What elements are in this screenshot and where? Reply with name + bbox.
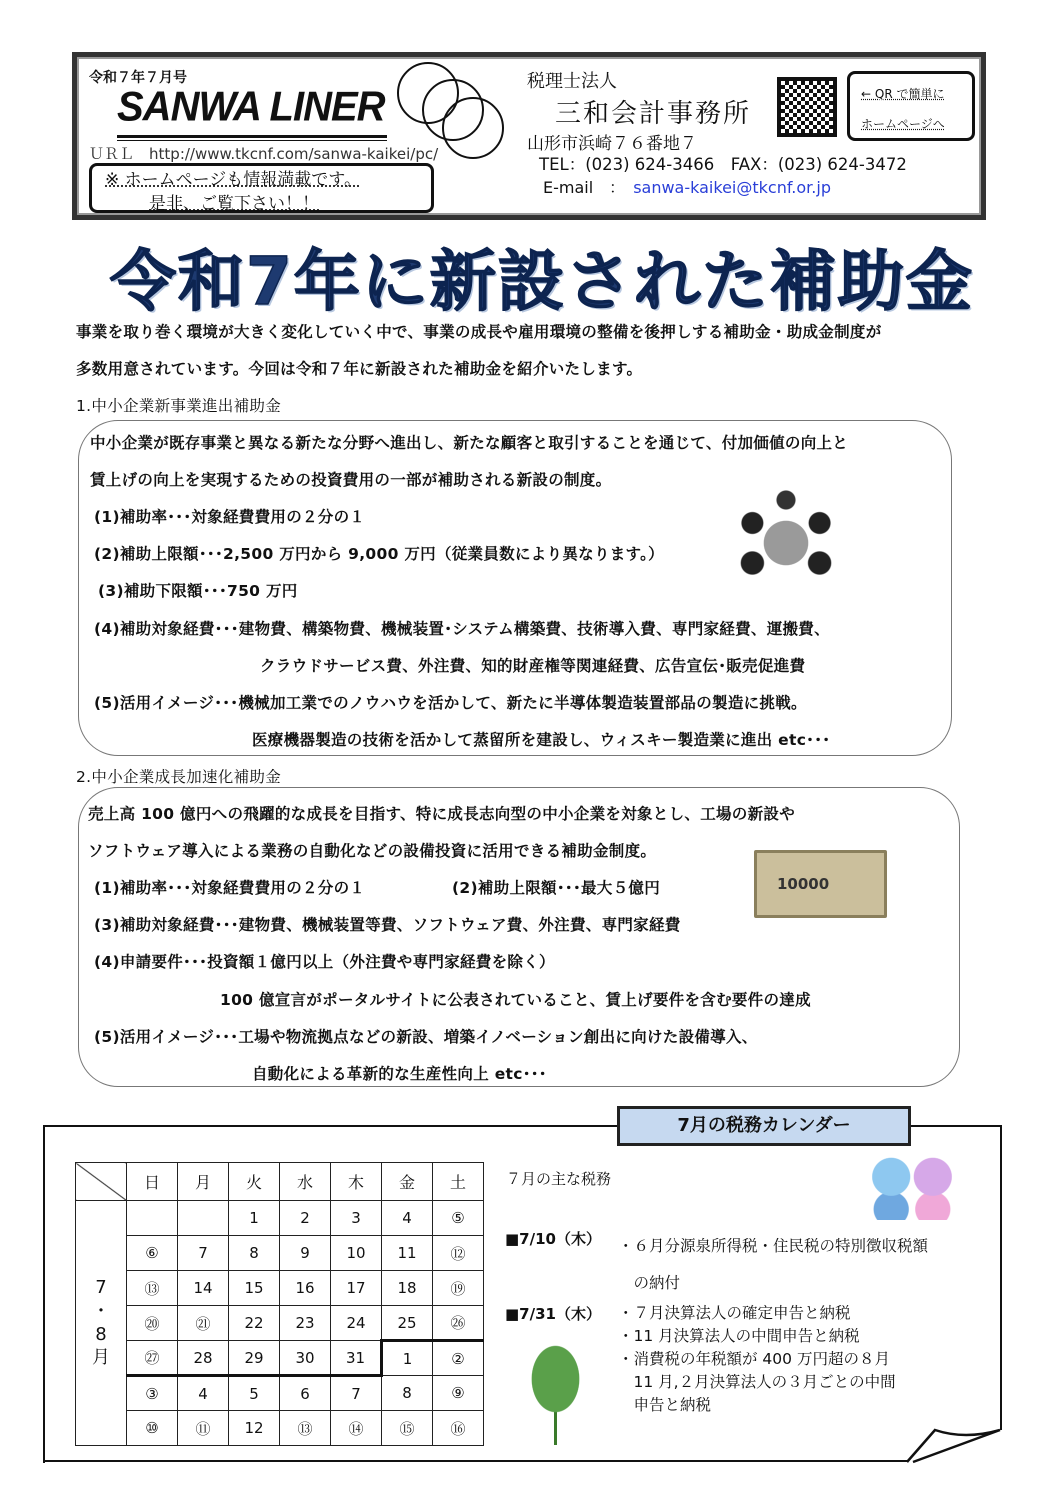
logo-ring: [442, 97, 504, 159]
calendar-day: 10: [331, 1236, 382, 1271]
section-1-line: クラウドサービス費、外注費、知的財産権等関連経費、広告宣伝･販売促進費: [260, 657, 806, 675]
task-item: 申告と納税: [618, 1396, 712, 1414]
calendar-day: 28: [178, 1341, 229, 1376]
calendar-day: ㉑: [178, 1306, 229, 1341]
calendar-day: ⑨: [433, 1376, 484, 1411]
calendar-day: 23: [280, 1306, 331, 1341]
qr-caption-2: ホームページへ: [861, 117, 945, 131]
calendar-day: ⑤: [433, 1201, 484, 1236]
section-1-line: 賃上げの向上を実現するための投資費用の一部が補助される新設の制度。: [90, 471, 612, 489]
calendar-day: 4: [178, 1376, 229, 1411]
calendar-day: 7: [331, 1376, 382, 1411]
weekday-header: 土: [433, 1163, 484, 1201]
tasks-heading: ７月の主な税務: [506, 1170, 612, 1188]
calendar-day: 18: [382, 1271, 433, 1306]
meeting-illustration: [738, 488, 834, 588]
section-2-line: (5)活用イメージ･･･工場や物流拠点などの新設、増築イノベーション創出に向けた設備導入、: [94, 1028, 758, 1046]
calendar-day: ⑲: [433, 1271, 484, 1306]
calendar-day: 22: [229, 1306, 280, 1341]
weekday-header: 木: [331, 1163, 382, 1201]
section-1-line: (4)補助対象経費･･･建物費、構築物費、機械装置･システム構築費、技術導入費、専門家経費、運搬費、: [94, 620, 830, 638]
logo: SANWA LINER: [117, 83, 385, 131]
weekday-header: 火: [229, 1163, 280, 1201]
month-label-char: 月: [92, 1347, 110, 1369]
calendar-title: 7月の税務カレンダー: [617, 1106, 911, 1146]
url-label: ＵＲＬ: [89, 145, 135, 163]
section-2-line: ソフトウェア導入による業務の自動化などの設備投資に活用できる補助金制度。: [88, 842, 657, 860]
banknote-label: 10000: [777, 875, 830, 893]
section-2-line: (3)補助対象経費･･･建物費、機械装置等費、ソフトウェア費、外注費、専門家経費: [94, 916, 681, 934]
task-item: ・消費税の年税額が 400 万円超の８月: [618, 1350, 890, 1368]
calendar-day: 8: [229, 1236, 280, 1271]
section-1-heading: 1.中小企業新事業進出補助金: [76, 397, 281, 415]
month-label-char: ・: [92, 1300, 110, 1322]
calendar-day: ⑬: [127, 1271, 178, 1306]
calendar-day: 2: [280, 1201, 331, 1236]
homepage-link[interactable]: http://www.tkcnf.com/sanwa-kaikei/pc/: [149, 145, 439, 163]
calendar-day: 7: [178, 1236, 229, 1271]
intro-line: 多数用意されています。今回は令和７年に新設された補助金を紹介いたします。: [76, 360, 643, 378]
calendar-day: 1: [382, 1341, 433, 1376]
qr-caption-1: ← QR で簡単に: [861, 87, 945, 101]
month-label-char: 7: [95, 1277, 107, 1299]
address: 山形市浜崎７６番地７: [527, 134, 697, 154]
calendar-day: ⑯: [433, 1411, 484, 1446]
calendar-day: ②: [433, 1341, 484, 1376]
calendar-day: ⑫: [433, 1236, 484, 1271]
task-items: [618, 1228, 928, 1302]
task-item: ・７月決算法人の確定申告と納税: [618, 1304, 851, 1322]
task-item: 11 月,２月決算法人の３月ごとの中間: [618, 1373, 896, 1391]
tel-fax: TEL：(023) 624-3466 FAX：(023) 624-3472: [539, 155, 907, 174]
tanabata-couple-illustration: [860, 1148, 964, 1220]
calendar-day: [178, 1201, 229, 1236]
qr-code-icon[interactable]: [777, 77, 837, 137]
calendar-day: 1: [229, 1201, 280, 1236]
firm-name: 三和会計事務所: [555, 99, 752, 129]
calendar-table: [75, 1162, 484, 1446]
section-2-line: (2)補助上限額･･･最大５億円: [452, 879, 661, 897]
section-2-line: 100 億宣言がポータルサイトに公表されていること、賃上げ要件を含む要件の達成: [220, 991, 811, 1009]
calendar-day: 12: [229, 1411, 280, 1446]
month-label-char: 8: [95, 1324, 107, 1345]
section-1-line: (3)補助下限額･･･750 万円: [98, 582, 298, 600]
calendar-day: ⑪: [178, 1411, 229, 1446]
task-date: ■7/31（木）: [505, 1305, 601, 1323]
section-1-line: (5)活用イメージ･･･機械加工業でのノウハウを活かして、新たに半導体製造装置部品の製造に挑戦。: [94, 694, 807, 712]
weekday-header: 月: [178, 1163, 229, 1201]
section-2-line: (4)申請要件･･･投資額１億円以上（外注費や専門家経費を除く）: [94, 953, 555, 971]
calendar-day: ⑳: [127, 1306, 178, 1341]
calendar-day: 16: [280, 1271, 331, 1306]
newsletter-header: [72, 52, 986, 220]
calendar-day: 31: [331, 1341, 382, 1376]
calendar-day: ⑥: [127, 1236, 178, 1271]
firm-type: 税理士法人: [527, 71, 617, 92]
calendar-day: 15: [229, 1271, 280, 1306]
task-date: ■7/10（木）: [505, 1230, 601, 1248]
notice-line-1: ※ ホームページも情報満載です。: [105, 170, 361, 190]
corner-cell: [76, 1163, 127, 1201]
section-2-line: 売上高 100 億円への飛躍的な成長を目指す、特に成長志向型の中小企業を対象とし、工場の新設や: [88, 805, 796, 823]
logo-underline: [117, 135, 387, 141]
task-item: ・６月分源泉所得税・住民税の特別徴収税額: [618, 1237, 929, 1255]
calendar-day: 11: [382, 1236, 433, 1271]
calendar-day: 25: [382, 1306, 433, 1341]
calendar-day: 30: [280, 1341, 331, 1376]
section-2-line: (1)補助率･･･対象経費費用の２分の１: [94, 879, 366, 897]
calendar-day: 5: [229, 1376, 280, 1411]
calendar-day: ③: [127, 1376, 178, 1411]
month-label: [76, 1201, 127, 1446]
calendar-day: ⑬: [280, 1411, 331, 1446]
task-item: ・11 月決算法人の中間申告と納税: [618, 1327, 860, 1345]
notice-line-2: 是非、ご覧下さい！！: [149, 194, 319, 214]
calendar-day: ㉖: [433, 1306, 484, 1341]
weekday-header: 金: [382, 1163, 433, 1201]
calendar-day: 4: [382, 1201, 433, 1236]
email-label: E-mail ：: [543, 178, 618, 197]
section-1-line: 医療機器製造の技術を活かして蒸留所を建設し、ウィスキー製造業に進出 etc･･･: [252, 731, 831, 749]
section-1-line: 中小企業が既存事業と異なる新たな分野へ進出し、新たな顧客と取引することを通じて、付加価値の向上と: [90, 434, 849, 452]
calendar-day: 3: [331, 1201, 382, 1236]
weekday-header: 日: [127, 1163, 178, 1201]
calendar-day: 17: [331, 1271, 382, 1306]
task-items: [618, 1302, 896, 1417]
calendar-day: 24: [331, 1306, 382, 1341]
section-2-heading: 2.中小企業成長加速化補助金: [76, 768, 281, 786]
calendar-day: ㉗: [127, 1341, 178, 1376]
banknote-illustration: [754, 850, 887, 918]
calendar-day: [127, 1201, 178, 1236]
folded-corner-icon: [905, 1425, 1005, 1465]
section-1-line: (1)補助率･･･対象経費費用の２分の１: [94, 508, 366, 526]
page-title: 令和7年に新設された補助金: [110, 243, 974, 320]
calendar-day: 8: [382, 1376, 433, 1411]
weekday-header: 水: [280, 1163, 331, 1201]
calendar-day: 14: [178, 1271, 229, 1306]
section-2-line: 自動化による革新的な生産性向上 etc･･･: [252, 1065, 547, 1083]
calendar-day: ⑮: [382, 1411, 433, 1446]
calendar-day: 9: [280, 1236, 331, 1271]
bamboo-illustration: [508, 1335, 603, 1445]
task-item: の納付: [618, 1274, 681, 1292]
calendar-day: 29: [229, 1341, 280, 1376]
calendar-day: ⑭: [331, 1411, 382, 1446]
intro-line: 事業を取り巻く環境が大きく変化していく中で、事業の成長や雇用環境の整備を後押しする補助金・助成金制度が: [76, 323, 882, 341]
calendar-day: ⑩: [127, 1411, 178, 1446]
issue-label: 令和７年７月号: [89, 70, 187, 86]
calendar-day: 6: [280, 1376, 331, 1411]
section-1-line: (2)補助上限額･･･2,500 万円から 9,000 万円（従業員数により異なります。）: [94, 545, 664, 563]
email-link[interactable]: sanwa-kaikei@tkcnf.or.jp: [633, 178, 831, 197]
